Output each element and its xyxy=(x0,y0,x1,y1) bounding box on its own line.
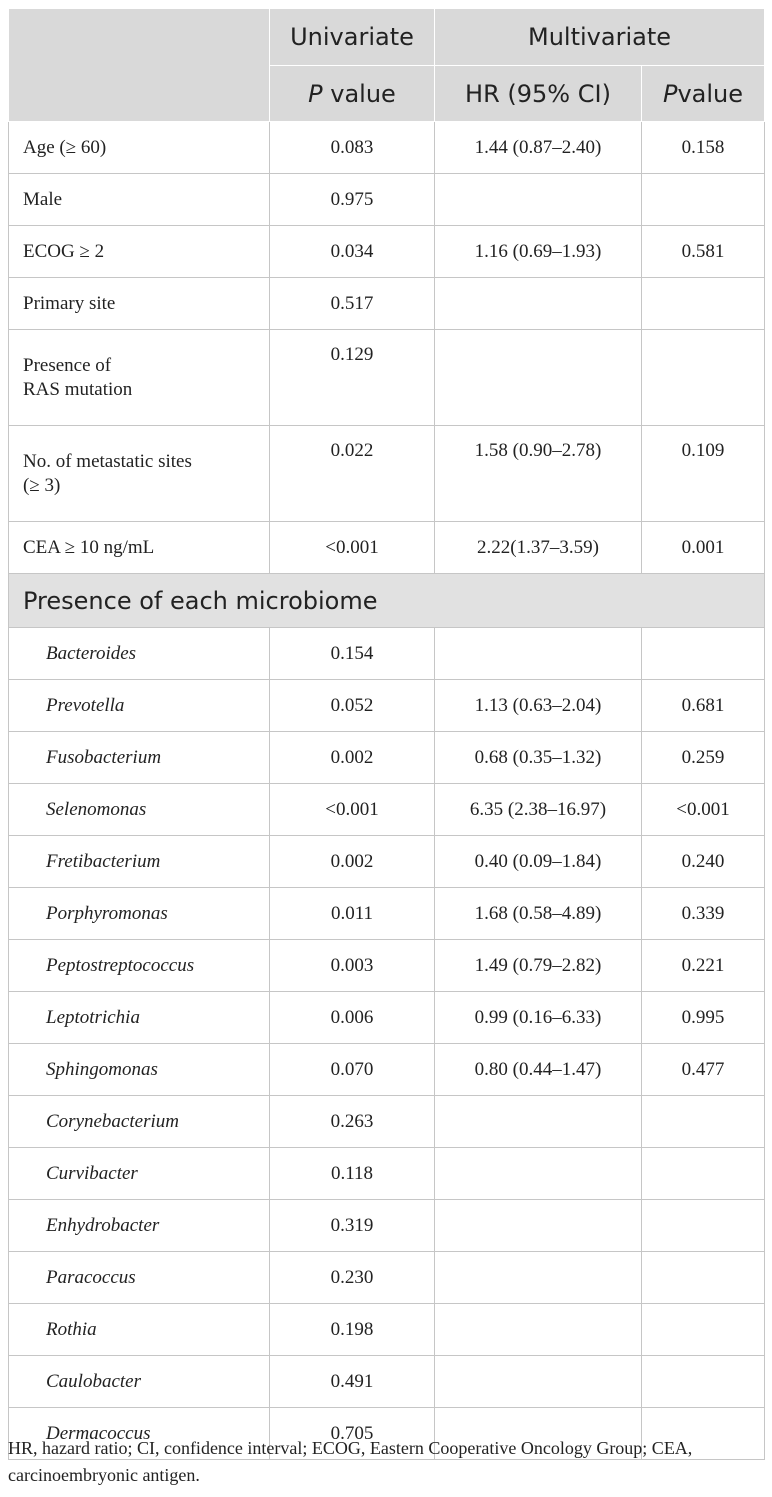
table-row xyxy=(9,732,765,784)
genus-label: Sphingomonas xyxy=(9,1044,270,1096)
row-label-line-2: RAS mutation xyxy=(23,378,133,400)
table-row xyxy=(9,522,765,574)
multivariate-p xyxy=(642,1200,765,1252)
table-row xyxy=(9,1304,765,1356)
genus-label: Corynebacterium xyxy=(9,1096,270,1148)
row-label-line-1: Presence of xyxy=(23,354,112,376)
table-row xyxy=(9,1252,765,1304)
genus-label: Peptostreptococcus xyxy=(9,940,270,992)
univariate-p: 0.517 xyxy=(270,278,435,330)
table-row xyxy=(9,784,765,836)
row-label: CEA ≥ 10 ng/mL xyxy=(9,522,270,574)
p-italic: P xyxy=(662,79,678,108)
multivariate-p xyxy=(642,278,765,330)
multivariate-p: 0.681 xyxy=(642,680,765,732)
genus-label: Rothia xyxy=(9,1304,270,1356)
univariate-p: 0.002 xyxy=(270,732,435,784)
univariate-p: 0.002 xyxy=(270,836,435,888)
row-label: ECOG ≥ 2 xyxy=(9,226,270,278)
hazard-ratio: 1.68 (0.58–4.89) xyxy=(435,888,642,940)
hazard-ratio: 0.99 (0.16–6.33) xyxy=(435,992,642,1044)
multivariate-p xyxy=(642,628,765,680)
multivariate-p: 0.259 xyxy=(642,732,765,784)
hazard-ratio: 1.13 (0.63–2.04) xyxy=(435,680,642,732)
univariate-p: <0.001 xyxy=(270,522,435,574)
univariate-p: 0.118 xyxy=(270,1148,435,1200)
univariate-p: 0.083 xyxy=(270,122,435,174)
row-label xyxy=(9,330,270,426)
header-hr-ci: HR (95% CI) xyxy=(435,66,642,122)
table-row xyxy=(9,1200,765,1252)
univariate-p: 0.129 xyxy=(270,330,435,426)
table-row xyxy=(9,1096,765,1148)
header-uni-p-value xyxy=(270,66,435,122)
hazard-ratio xyxy=(435,1096,642,1148)
header-row-1 xyxy=(9,9,765,66)
hazard-ratio: 0.68 (0.35–1.32) xyxy=(435,732,642,784)
hazard-ratio xyxy=(435,628,642,680)
genus-label: Bacteroides xyxy=(9,628,270,680)
row-label: Primary site xyxy=(9,278,270,330)
hazard-ratio: 0.80 (0.44–1.47) xyxy=(435,1044,642,1096)
hazard-ratio: 1.49 (0.79–2.82) xyxy=(435,940,642,992)
p-value-text: value xyxy=(322,79,396,108)
table-row xyxy=(9,278,765,330)
table-wrapper xyxy=(8,8,764,1460)
hazard-ratio: 1.44 (0.87–2.40) xyxy=(435,122,642,174)
genus-label: Curvibacter xyxy=(9,1148,270,1200)
microbiome-rows xyxy=(9,628,765,1460)
row-label-line-2: (≥ 3) xyxy=(23,474,61,496)
table-row xyxy=(9,940,765,992)
multivariate-p xyxy=(642,1356,765,1408)
univariate-p: 0.022 xyxy=(270,426,435,522)
multivariate-p: 0.477 xyxy=(642,1044,765,1096)
univariate-p: 0.154 xyxy=(270,628,435,680)
univariate-p: 0.006 xyxy=(270,992,435,1044)
table-row xyxy=(9,1356,765,1408)
table-footnote: HR, hazard ratio; CI, confidence interval; ECOG, Eastern Cooperative Oncology Group; CEA, carcinoembryonic antigen. xyxy=(8,1438,693,1485)
multivariate-p xyxy=(642,1252,765,1304)
hazard-ratio xyxy=(435,1148,642,1200)
hazard-ratio xyxy=(435,278,642,330)
multivariate-p: 0.158 xyxy=(642,122,765,174)
multivariate-p xyxy=(642,1096,765,1148)
univariate-p: 0.491 xyxy=(270,1356,435,1408)
genus-label: Fretibacterium xyxy=(9,836,270,888)
univariate-p: 0.705 xyxy=(270,1408,435,1460)
genus-label: Caulobacter xyxy=(9,1356,270,1408)
header-multi-p-value xyxy=(642,66,765,122)
hazard-ratio xyxy=(435,330,642,426)
table-row xyxy=(9,226,765,278)
p-value-text: value xyxy=(677,79,744,108)
table-row xyxy=(9,836,765,888)
multivariate-p xyxy=(642,174,765,226)
multivariate-p: <0.001 xyxy=(642,784,765,836)
table-row xyxy=(9,122,765,174)
multivariate-p: 0.221 xyxy=(642,940,765,992)
univariate-p: 0.070 xyxy=(270,1044,435,1096)
table-row xyxy=(9,330,765,426)
row-label xyxy=(9,426,270,522)
table-row xyxy=(9,1148,765,1200)
hazard-ratio: 6.35 (2.38–16.97) xyxy=(435,784,642,836)
table-row xyxy=(9,426,765,522)
genus-label: Porphyromonas xyxy=(9,888,270,940)
table-row xyxy=(9,628,765,680)
p-italic: P xyxy=(308,79,323,108)
header-univariate: Univariate xyxy=(270,9,435,66)
header-blank-cell xyxy=(9,9,270,122)
section-title: Presence of each microbiome xyxy=(9,574,765,628)
hazard-ratio xyxy=(435,1356,642,1408)
univariate-p: 0.034 xyxy=(270,226,435,278)
hazard-ratio xyxy=(435,1252,642,1304)
univariate-p: 0.052 xyxy=(270,680,435,732)
univariate-p: 0.003 xyxy=(270,940,435,992)
genus-label: Dermacoccus xyxy=(9,1408,270,1460)
hazard-ratio xyxy=(435,174,642,226)
univariate-p: 0.011 xyxy=(270,888,435,940)
univariate-p: 0.319 xyxy=(270,1200,435,1252)
row-label-line-1: No. of metastatic sites xyxy=(23,450,192,472)
genus-label: Fusobacterium xyxy=(9,732,270,784)
multivariate-p: 0.995 xyxy=(642,992,765,1044)
genus-label: Leptotrichia xyxy=(9,992,270,1044)
multivariate-p xyxy=(642,1148,765,1200)
section-header-row xyxy=(9,574,765,628)
table-row xyxy=(9,174,765,226)
genus-label: Selenomonas xyxy=(9,784,270,836)
univariate-p: 0.263 xyxy=(270,1096,435,1148)
genus-label: Enhydrobacter xyxy=(9,1200,270,1252)
multivariate-p: 0.581 xyxy=(642,226,765,278)
table-row xyxy=(9,888,765,940)
header-multivariate: Multivariate xyxy=(435,9,765,66)
univariate-p: 0.230 xyxy=(270,1252,435,1304)
hazard-ratio xyxy=(435,1200,642,1252)
hazard-ratio: 1.16 (0.69–1.93) xyxy=(435,226,642,278)
table-row xyxy=(9,680,765,732)
table-row xyxy=(9,992,765,1044)
genus-label: Paracoccus xyxy=(9,1252,270,1304)
multivariate-p: 0.001 xyxy=(642,522,765,574)
genus-label: Prevotella xyxy=(9,680,270,732)
hazard-ratio: 2.22(1.37–3.59) xyxy=(435,522,642,574)
univariate-p: <0.001 xyxy=(270,784,435,836)
multivariate-p xyxy=(642,330,765,426)
univariate-p: 0.198 xyxy=(270,1304,435,1356)
multivariate-p: 0.109 xyxy=(642,426,765,522)
multivariate-p xyxy=(642,1304,765,1356)
hazard-ratio: 0.40 (0.09–1.84) xyxy=(435,836,642,888)
hazard-ratio: 1.58 (0.90–2.78) xyxy=(435,426,642,522)
row-label: Age (≥ 60) xyxy=(9,122,270,174)
table-row xyxy=(9,1044,765,1096)
hazard-ratio xyxy=(435,1304,642,1356)
cox-regression-table xyxy=(8,8,765,1460)
univariate-p: 0.975 xyxy=(270,174,435,226)
row-label: Male xyxy=(9,174,270,226)
multivariate-p: 0.240 xyxy=(642,836,765,888)
multivariate-p: 0.339 xyxy=(642,888,765,940)
